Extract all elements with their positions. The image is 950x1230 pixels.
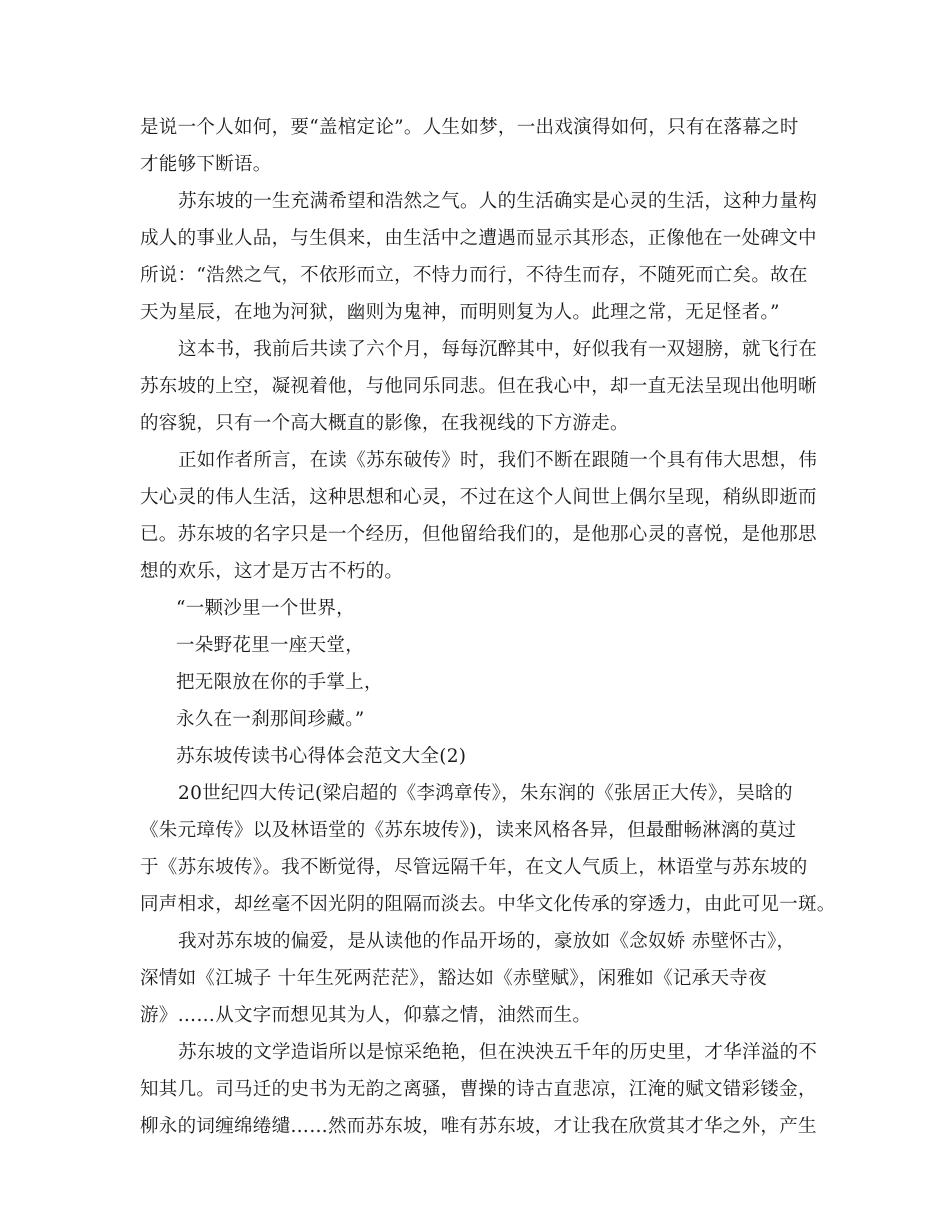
- paragraph-start-line: 这本书，我前后共读了六个月，每每沉醉其中，好似我有一双翅膀，就飞行在: [178, 339, 818, 360]
- text-line: 大心灵的伟人生活，这种思想和心灵，不过在这个人间世上偶尔呈现，稍纵即逝而: [140, 487, 817, 508]
- text-line: 所说：“浩然之气，不依形而立，不恃力而行，不待生而存，不随死而亡矣。故在: [140, 265, 808, 286]
- paragraph-start-line: 20世纪四大传记(梁启超的《李鸿章传》，朱东润的《张居正大传》，吴晗的: [178, 783, 793, 804]
- text-line: 苏东坡的上空，凝视着他，与他同乐同悲。但在我心中，却一直无法呈现出他明晰: [140, 376, 817, 397]
- text-line: 知其几。司马迁的史书为无韵之离骚，曹操的诗古直悲凉，江淹的赋文错彩镂金，: [140, 1079, 817, 1100]
- paragraph-start-line: 正如作者所言，在读《苏东破传》时，我们不断在跟随一个具有伟大思想，伟: [178, 450, 818, 471]
- text-line: 柳永的词缠绵绻缱……然而苏东坡，唯有苏东坡，才让我在欣赏其才华之外，产生: [140, 1116, 817, 1137]
- section-heading: 苏东坡传读书心得体会范文大全(2): [176, 746, 467, 767]
- text-line: 游》……从文字而想见其为人，仰慕之情，油然而生。: [140, 1005, 592, 1026]
- text-line: 《朱元璋传》以及林语堂的《苏东坡传》)，读来风格各异，但最酣畅淋漓的莫过: [140, 820, 797, 841]
- text-line: 成人的事业人品，与生俱来，由生活中之遭遇而显示其形态，正像他在一处碑文中: [140, 228, 817, 249]
- text-line: 于《苏东坡传》。我不断觉得，尽管远隔千年，在文人气质上，林语堂与苏东坡的: [140, 857, 808, 878]
- text-line: 想的欢乐，这才是万古不朽的。: [140, 561, 404, 582]
- text-line: 已。苏东坡的名字只是一个经历，但他留给我们的，是他那心灵的喜悦，是他那思: [140, 524, 817, 545]
- poem-line: 一朵野花里一座天堂，: [176, 635, 365, 656]
- text-line: 深情如《江城子 十年生死两茫茫》，豁达如《赤壁赋》，闲雅如《记承天寺夜: [140, 968, 767, 989]
- text-line: 的容貌，只有一个高大概直的影像，在我视线的下方游走。: [140, 413, 629, 434]
- text-line: 是说一个人如何，要“盖棺定论”。人生如梦，一出戏演得如何，只有在落幕之时: [140, 117, 799, 138]
- poem-line: “一颗沙里一个世界，: [176, 598, 355, 619]
- text-line: 才能够下断语。: [140, 154, 272, 175]
- poem-line: 永久在一刹那间珍藏。”: [176, 709, 365, 730]
- paragraph-start-line: 我对苏东坡的偏爱，是从读他的作品开场的，豪放如《念奴娇 赤壁怀古》，: [178, 931, 796, 952]
- text-line: 同声相求，却丝毫不因光阴的阻隔而淡去。中华文化传承的穿透力，由此可见一斑。: [140, 894, 836, 915]
- paragraph-start-line: 苏东坡的一生充满希望和浩然之气。人的生活确实是心灵的生活，这种力量构: [178, 191, 818, 212]
- text-line: 天为星辰，在地为河狱，幽则为鬼神，而明则复为人。此理之常，无足怪者。”: [140, 302, 780, 323]
- paragraph-start-line: 苏东坡的文学造诣所以是惊采绝艳，但在泱泱五千年的历史里，才华洋溢的不: [178, 1042, 818, 1063]
- poem-line: 把无限放在你的手掌上，: [176, 672, 383, 693]
